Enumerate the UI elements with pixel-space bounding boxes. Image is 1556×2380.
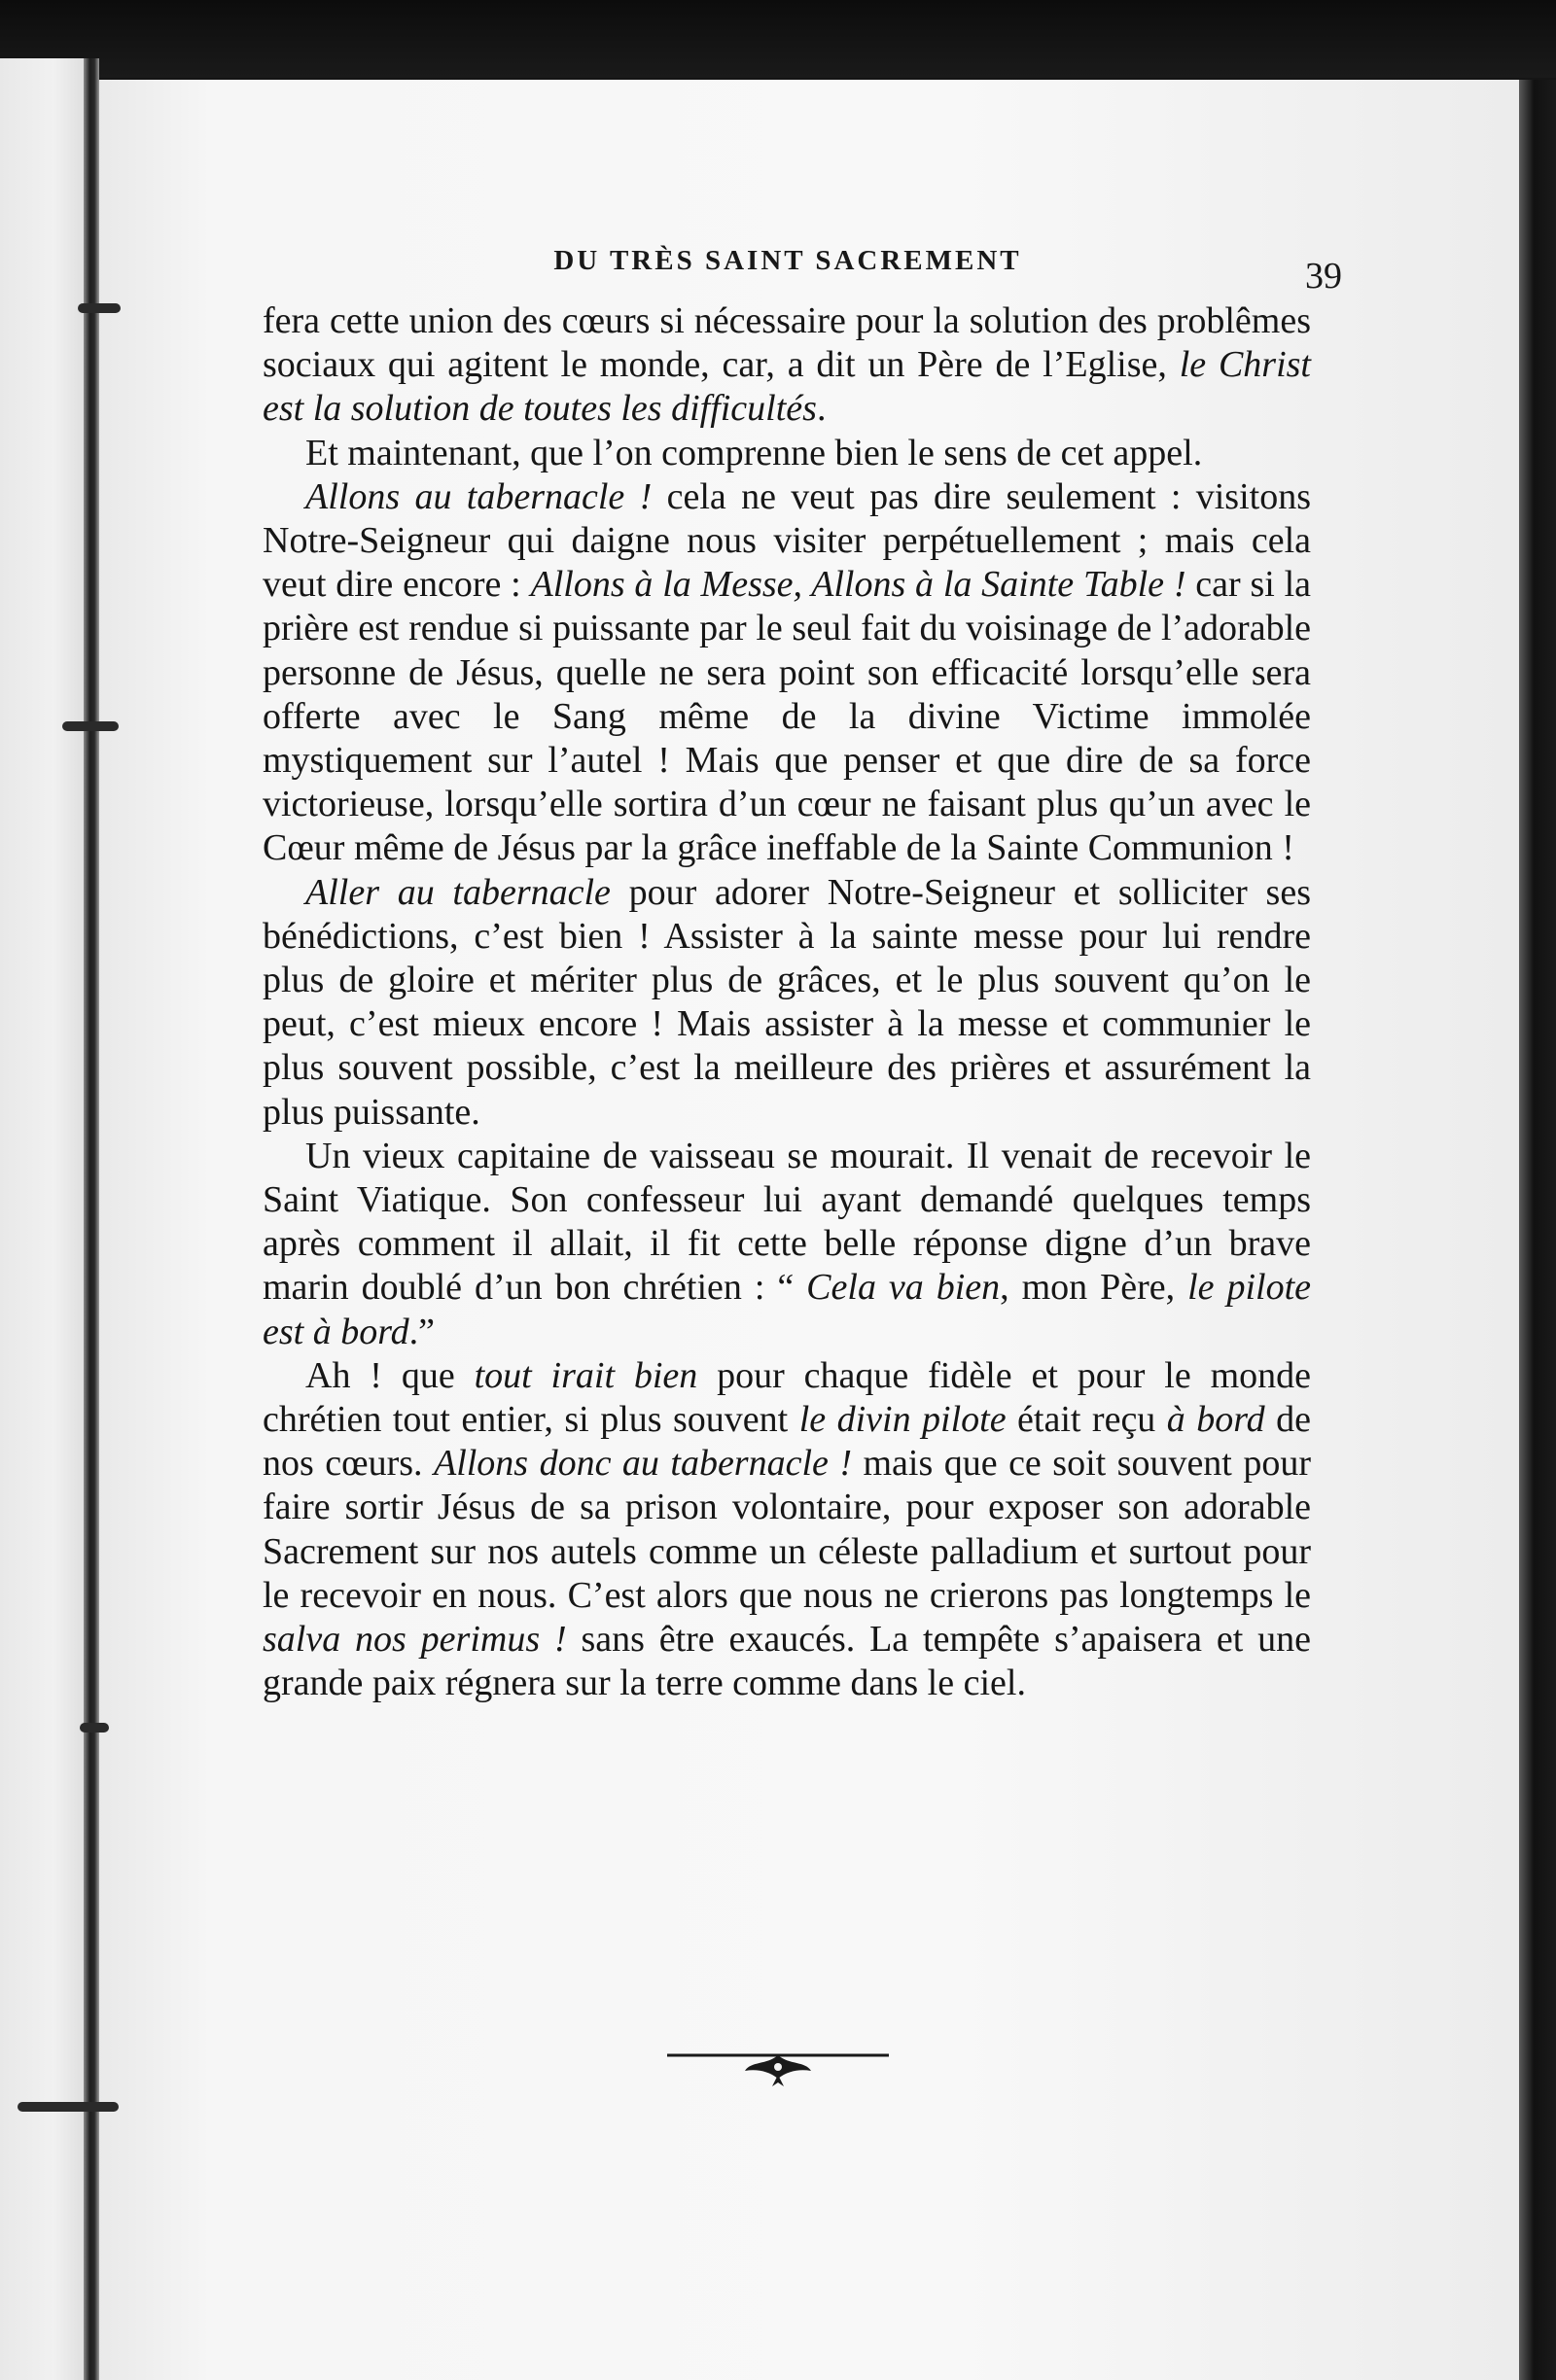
- facing-page-margin: [0, 58, 89, 2380]
- binding-stitch: [78, 303, 121, 313]
- scan-top-border: [0, 0, 1556, 78]
- paragraph: fera cette union des cœurs si nécessaire pour la solution des problêmes sociaux qui agitent le monde, car, a dit un Père de l’Eglise, le Christ est la solution de toutes les difficultés.: [263, 300, 1311, 430]
- page-number: 39: [1305, 256, 1342, 297]
- book-spine: [84, 58, 99, 2380]
- paragraph: Ah ! que tout irait bien pour chaque fidèle et pour le monde chrétien tout entier, si plus souvent le divin pilote était reçu à bord de nos cœurs. Allons donc au tabernacle ! mais que ce soit souvent pour faire sortir Jésus de sa prison volontaire, pour exposer son adorable Sacrement sur nos autels comme un céleste palladium et surtout pour le recevoir en nous. C’est alors que nous ne crierons pas longtemps le salva nos perimus ! sans être exaucés. La tempête s’apaisera et une grande paix régnera sur la terre comme dans le ciel.: [263, 1354, 1312, 1704]
- running-head: DU TRÈS SAINT SACREMENT: [553, 245, 1022, 276]
- binding-stitch: [80, 1723, 109, 1732]
- paragraph: Un vieux capitaine de vaisseau se mourait. Il venait de recevoir le Saint Viatique. Son confesseur lui ayant demandé quelques temps après comment il allait, il fit cette belle réponse digne d’un brave marin doublé d’un bon chrétien : “ Cela va bien, mon Père, le pilote est à bord.”: [263, 1135, 1311, 1352]
- page-edge-shadow: [1519, 80, 1556, 2380]
- binding-stitch: [18, 2102, 119, 2112]
- paragraph: Et maintenant, que l’on comprenne bien le sens de cet appel.: [305, 432, 1203, 473]
- binding-stitch: [62, 721, 119, 731]
- paragraph: Allons au tabernacle ! cela ne veut pas dire seulement : visitons Notre-Seigneur qui daigne nous visiter perpétuellement ; mais cela veut dire encore : Allons à la Messe, Allons à la Sainte Table ! car si la prière est rendue si puissante par le seul fait du voisinage de l’adorable personne de Jésus, quelle ne sera point son efficacité lorsqu’elle sera offerte avec le Sang même de la divine Victime immolée mystiquement sur l’autel ! Mais que penser et que dire de sa force victorieuse, lorsqu’elle sortira d’un cœur ne faisant plus qu’un avec le Cœur même de Jésus par la grâce ineffable de la Sainte Communion !: [263, 475, 1312, 869]
- paragraph: Aller au tabernacle pour adorer Notre-Seigneur et solliciter ses bénédictions, c’est bien ! Assister à la sainte messe pour lui rendre plus de gloire et mériter plus de grâces, et le plus souvent qu’on le peut, c’est mieux encore ! Mais assister à la messe et communier le plus souvent possible, c’est la meilleure des prières et assurément la plus puissante.: [263, 871, 1311, 1133]
- body-text: [263, 299, 1311, 1706]
- fleuron-ornament-icon: [661, 2042, 895, 2090]
